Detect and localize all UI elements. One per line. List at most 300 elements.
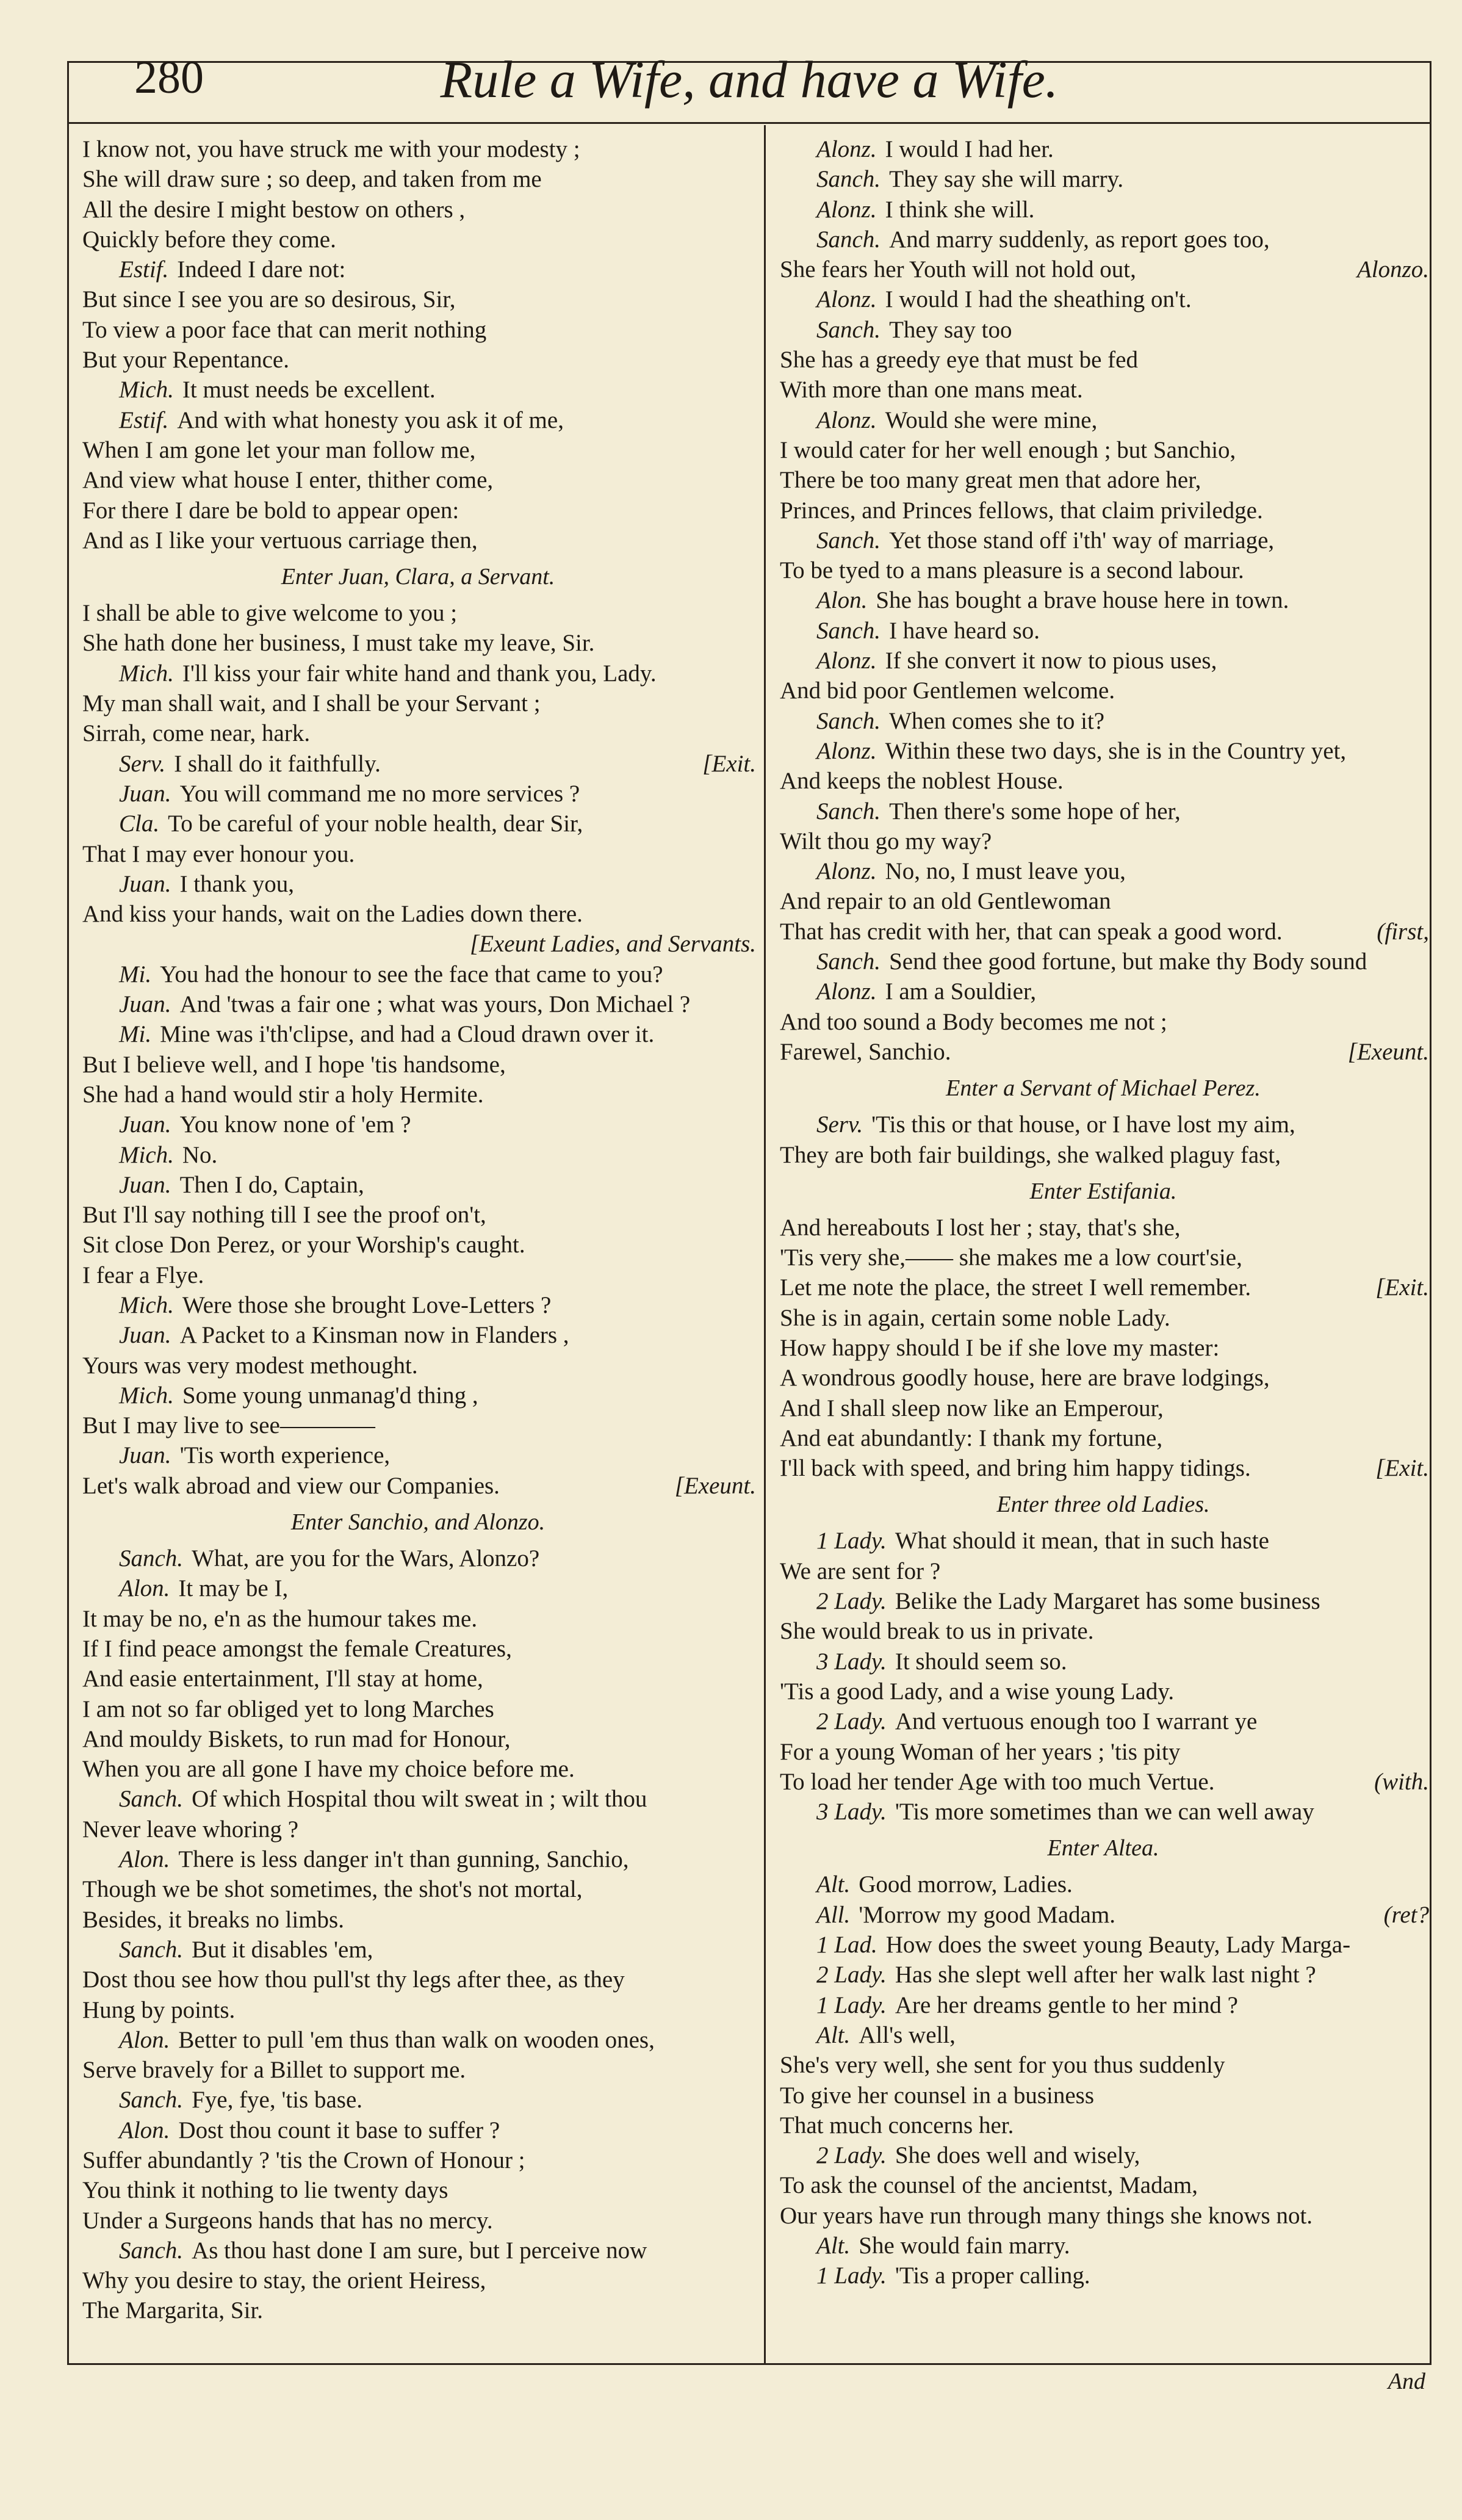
stage-direction-text: Enter three old Ladies.: [996, 1492, 1210, 1518]
line-text: That has credit with her, that can speak a good word.: [780, 918, 1283, 945]
line-text: To load her tender Age with too much Vertue.: [780, 1768, 1215, 1795]
line-text: They say she will marry.: [889, 166, 1124, 193]
line-text: She hath done her business, I must take my leave, Sir.: [82, 630, 595, 657]
line-text: To be tyed to a mans pleasure is a second labour.: [780, 557, 1244, 584]
line-text: Good morrow, Ladies.: [859, 1871, 1073, 1898]
speaker-prefix: Sanch.: [816, 617, 881, 644]
verse-line: [82, 195, 754, 225]
line-text: For a young Woman of her years ; 'tis pity: [780, 1738, 1181, 1765]
speaker-prefix: Estif.: [119, 256, 169, 283]
line-text: She is in again, certain some noble Lady.: [780, 1304, 1170, 1331]
verse-line: [82, 1965, 754, 1995]
right-direction: [Exeunt Ladies, and Servants.: [469, 931, 756, 958]
stage-direction: [82, 555, 754, 598]
line-text: I'll back with speed, and bring him happy tidings.: [780, 1455, 1251, 1482]
right-direction: (with.: [1374, 1768, 1429, 1795]
line-text: Besides, it breaks no limbs.: [82, 1906, 344, 1933]
speech-line: [82, 1290, 754, 1320]
verse-line: [82, 1754, 754, 1784]
speech-line: [82, 1110, 754, 1139]
line-text: I know not, you have struck me with your modesty ;: [82, 136, 580, 162]
speaker-prefix: Estif.: [119, 406, 169, 433]
line-text: 'Tis very she,—— she makes me a low court'sie,: [780, 1244, 1242, 1271]
speaker-prefix: 2 Lady.: [816, 2142, 887, 2169]
line-text: I would cater for her well enough ; but Sanchio,: [780, 436, 1236, 463]
speaker-prefix: Alon.: [119, 2026, 170, 2053]
verse-line: [780, 1737, 1427, 1767]
verse-line: [780, 2050, 1427, 2080]
speaker-prefix: Sanch.: [816, 527, 881, 554]
speaker-prefix: Sanch.: [119, 1786, 184, 1813]
line-text: But it disables 'em,: [192, 1936, 373, 1963]
verse-line: [82, 134, 754, 164]
running-title: Rule a Wife, and have a Wife.: [440, 50, 1059, 109]
verse-line: [780, 1767, 1427, 1797]
verse-line: [82, 899, 754, 929]
speech-line: [780, 1706, 1427, 1736]
verse-line: [82, 1905, 754, 1935]
line-text: I am not so far obliged yet to long Marches: [82, 1695, 494, 1722]
line-text: Why you desire to stay, the orient Heiress,: [82, 2267, 486, 2294]
line-text: Sirrah, come near, hark.: [82, 720, 311, 747]
speaker-prefix: Sanch.: [816, 226, 881, 253]
verse-line: [82, 1260, 754, 1290]
verse-line: [82, 1874, 754, 1904]
speech-line: [780, 2261, 1427, 2291]
verse-line: [82, 345, 754, 375]
line-text: Sit close Don Perez, or your Worship's caught.: [82, 1232, 525, 1258]
line-text: Under a Surgeons hands that has no mercy.: [82, 2207, 493, 2234]
speaker-prefix: Juan.: [119, 1442, 171, 1469]
verse-line: [82, 496, 754, 525]
line-text: She's very well, she sent for you thus suddenly: [780, 2052, 1225, 2079]
speech-line: [780, 195, 1427, 225]
verse-line: [780, 1243, 1427, 1273]
speaker-prefix: Sanch.: [119, 2237, 184, 2264]
line-text: My man shall wait, and I shall be your Servant ;: [82, 690, 541, 717]
line-text: How happy should I be if she love my master:: [780, 1334, 1220, 1361]
speaker-prefix: Alonz.: [816, 858, 877, 885]
speaker-prefix: Mich.: [119, 377, 174, 403]
right-direction: [Exit.: [702, 750, 756, 777]
line-text: Were those she brought Love-Letters ?: [182, 1291, 552, 1318]
line-text: She fears her Youth will not hold out,: [780, 256, 1136, 283]
line-text: Mine was i'th'clipse, and had a Cloud drawn over it.: [160, 1021, 655, 1048]
right-direction: Alonzo.: [1356, 256, 1429, 283]
line-text: She had a hand would stir a holy Hermite.: [82, 1081, 484, 1108]
line-text: There be too many great men that adore her,: [780, 467, 1201, 494]
speech-line: [82, 2115, 754, 2145]
line-text: And bid poor Gentlemen welcome.: [780, 677, 1115, 704]
line-text: Of which Hospital thou wilt sweat in ; wilt thou: [192, 1786, 647, 1813]
speech-line: [82, 375, 754, 405]
speaker-prefix: Alt.: [816, 2021, 851, 2048]
speaker-prefix: Mi.: [119, 961, 152, 987]
line-text: 'Tis a good Lady, and a wise young Lady.: [780, 1678, 1175, 1705]
line-text: She would break to us in private.: [780, 1618, 1094, 1645]
line-text: Dost thou see how thou pull'st thy legs after thee, as they: [82, 1966, 625, 1993]
verse-line: [780, 255, 1427, 284]
speech-line: [780, 856, 1427, 886]
speaker-prefix: Mich.: [119, 1382, 174, 1409]
verse-line: [82, 284, 754, 314]
line-text: With more than one mans meat.: [780, 377, 1083, 403]
line-text: You think it nothing to lie twenty days: [82, 2177, 448, 2204]
verse-line: [780, 375, 1427, 405]
line-text: She has bought a brave house here in town.: [876, 587, 1289, 614]
verse-line: [82, 465, 754, 495]
line-text: The Margarita, Sir.: [82, 2297, 264, 2324]
stage-direction-text: Enter Juan, Clara, a Servant.: [281, 564, 555, 590]
verse-line: [82, 2265, 754, 2295]
right-column: [780, 134, 1427, 2291]
speech-line: [82, 2085, 754, 2115]
verse-line: [82, 1050, 754, 1080]
verse-line: [780, 1423, 1427, 1453]
verse-line: [82, 1724, 754, 1754]
line-text: They say too: [889, 316, 1012, 343]
line-text: What, are you for the Wars, Alonzo?: [192, 1545, 540, 1572]
line-text: You will command me no more services ?: [179, 780, 580, 807]
speaker-prefix: Alonz.: [816, 406, 877, 433]
line-text: I think she will.: [885, 196, 1035, 223]
line-text: You know none of 'em ?: [179, 1111, 411, 1138]
speech-line: [82, 1440, 754, 1470]
speech-line: [780, 1647, 1427, 1677]
verse-line: [82, 598, 754, 628]
speech-line: [82, 1140, 754, 1170]
speaker-prefix: 1 Lad.: [816, 1932, 877, 1959]
verse-line: [82, 929, 754, 959]
line-text: Suffer abundantly ? 'tis the Crown of Honour ;: [82, 2147, 525, 2173]
speech-line: [82, 869, 754, 899]
speech-line: [82, 1573, 754, 1603]
speaker-prefix: 2 Lady.: [816, 1588, 887, 1615]
speaker-prefix: Juan.: [119, 1111, 171, 1138]
verse-line: [780, 1303, 1427, 1333]
line-text: Some young unmanag'd thing ,: [182, 1382, 478, 1409]
line-text: But I'll say nothing till I see the proof on't,: [82, 1202, 486, 1229]
speech-line: [780, 134, 1427, 164]
verse-line: [82, 1694, 754, 1724]
line-text: I would I had the sheathing on't.: [885, 286, 1192, 313]
line-text: We are sent for ?: [780, 1558, 941, 1584]
speaker-prefix: Sanch.: [119, 1936, 184, 1963]
speaker-prefix: Sanch.: [816, 707, 881, 734]
speaker-prefix: Sanch.: [816, 798, 881, 825]
verse-line: [82, 1995, 754, 2025]
line-text: But I may live to see————: [82, 1412, 375, 1439]
verse-line: [780, 766, 1427, 796]
line-text: Has she slept well after her walk last night ?: [895, 1962, 1316, 1988]
speech-line: [780, 1110, 1427, 1139]
stage-direction: [82, 1501, 754, 1543]
speaker-prefix: Sanch.: [119, 2087, 184, 2114]
speech-line: [780, 1960, 1427, 1990]
verse-line: [82, 1664, 754, 1694]
speech-line: [780, 1900, 1427, 1930]
line-text: It may be no, e'n as the humour takes me.: [82, 1605, 478, 1632]
stage-direction-text: Enter Altea.: [1047, 1835, 1159, 1861]
speech-line: [82, 1784, 754, 1814]
verse-line: [82, 688, 754, 718]
line-text: 'Tis this or that house, or I have lost my aim,: [871, 1111, 1295, 1138]
speech-line: [780, 525, 1427, 555]
stage-direction-text: Enter Estifania.: [1029, 1178, 1177, 1204]
speech-line: [82, 1844, 754, 1874]
speech-line: [780, 706, 1427, 736]
line-text: To ask the counsel of the ancientst, Madam,: [780, 2172, 1198, 2199]
line-text: That much concerns her.: [780, 2112, 1014, 2139]
speaker-prefix: Alon.: [119, 1575, 170, 1602]
verse-line: [780, 496, 1427, 525]
line-text: Our years have run through many things she knows not.: [780, 2202, 1313, 2229]
verse-line: [780, 1677, 1427, 1706]
line-text: Let's walk abroad and view our Companies.: [82, 1472, 500, 1499]
line-text: When comes she to it?: [889, 707, 1105, 734]
right-direction: (ret?: [1383, 1901, 1429, 1928]
verse-line: [82, 2295, 754, 2325]
line-text: I thank you,: [179, 870, 294, 897]
line-text: Yet those stand off i'th' way of marriage,: [889, 527, 1275, 554]
speech-line: [780, 977, 1427, 1006]
speech-line: [82, 2236, 754, 2265]
verse-line: [780, 1213, 1427, 1243]
line-text: Quickly before they come.: [82, 226, 336, 253]
line-text: And vertuous enough too I warrant ye: [895, 1708, 1258, 1735]
line-text: Hung by points.: [82, 1996, 236, 2023]
speech-line: [82, 1381, 754, 1410]
speaker-prefix: Juan.: [119, 870, 171, 897]
right-direction: [Exit.: [1375, 1274, 1429, 1301]
catchword: And: [1388, 2369, 1425, 2394]
speech-line: [780, 585, 1427, 615]
speech-line: [82, 1320, 754, 1350]
speech-line: [780, 1990, 1427, 2020]
stage-direction: [780, 1170, 1427, 1213]
speech-line: [780, 1930, 1427, 1960]
verse-line: [780, 917, 1427, 947]
line-text: When you are all gone I have my choice before me.: [82, 1756, 575, 1783]
speech-line: [82, 959, 754, 989]
speech-line: [82, 1543, 754, 1573]
verse-line: [82, 525, 754, 555]
speech-line: [780, 646, 1427, 676]
speaker-prefix: Mich.: [119, 660, 174, 687]
stage-direction: [780, 1827, 1427, 1869]
line-text: Better to pull 'em thus than walk on wooden ones,: [178, 2026, 655, 2053]
speech-line: [82, 779, 754, 809]
verse-line: [780, 555, 1427, 585]
speaker-prefix: Mi.: [119, 1021, 152, 1048]
speaker-prefix: Alt.: [816, 1871, 851, 1898]
verse-line: [82, 1351, 754, 1381]
speaker-prefix: Alon.: [119, 2117, 170, 2143]
line-text: As thou hast done I am sure, but I perceive now: [192, 2237, 647, 2264]
right-direction: [Exit.: [1375, 1455, 1429, 1482]
speaker-prefix: 2 Lady.: [816, 1962, 887, 1988]
verse-line: [780, 676, 1427, 706]
verse-line: [780, 345, 1427, 375]
verse-line: [780, 1140, 1427, 1170]
line-text: 'Tis more sometimes than we can well away: [895, 1799, 1314, 1825]
speech-line: [82, 809, 754, 839]
verse-line: [82, 2145, 754, 2175]
verse-line: [82, 1410, 754, 1440]
speaker-prefix: Alonz.: [816, 737, 877, 764]
line-text: And view what house I enter, thither come,: [82, 467, 494, 494]
line-text: I would I had her.: [885, 136, 1054, 162]
speech-line: [780, 1586, 1427, 1616]
speaker-prefix: All.: [816, 1901, 851, 1928]
verse-line: [780, 1333, 1427, 1363]
speech-line: [82, 2025, 754, 2055]
line-text: And I shall sleep now like an Emperour,: [780, 1395, 1164, 1421]
verse-line: [780, 1273, 1427, 1302]
line-text: And too sound a Body becomes me not ;: [780, 1008, 1167, 1035]
verse-line: [82, 1200, 754, 1230]
stage-direction: [780, 1067, 1427, 1110]
verse-line: [82, 1604, 754, 1634]
line-text: To give her counsel in a business: [780, 2082, 1094, 2109]
line-text: It may be I,: [178, 1575, 289, 1602]
stage-direction: [780, 1483, 1427, 1526]
line-text: Fye, fye, 'tis base.: [192, 2087, 363, 2114]
verse-line: [82, 1080, 754, 1110]
speech-line: [780, 225, 1427, 255]
verse-line: [82, 435, 754, 465]
speech-line: [82, 1935, 754, 1965]
speaker-prefix: Alonz.: [816, 648, 877, 674]
line-text: Yours was very modest methought.: [82, 1352, 418, 1379]
verse-line: [780, 1453, 1427, 1483]
speech-line: [780, 315, 1427, 345]
speech-line: [780, 736, 1427, 766]
speech-line: [780, 164, 1427, 194]
line-text: Are her dreams gentle to her mind ?: [895, 1991, 1238, 2018]
speech-line: [780, 616, 1427, 646]
speech-line: [780, 2231, 1427, 2261]
speaker-prefix: 3 Lady.: [816, 1799, 887, 1825]
line-text: Belike the Lady Margaret has some business: [895, 1588, 1320, 1615]
line-text: They are both fair buildings, she walked plaguy fast,: [780, 1141, 1281, 1168]
speaker-prefix: Juan.: [119, 991, 171, 1018]
line-text: It should seem so.: [895, 1648, 1067, 1675]
speech-line: [82, 405, 754, 435]
speaker-prefix: Alonz.: [816, 196, 877, 223]
line-text: She will draw sure ; so deep, and taken from me: [82, 166, 542, 193]
verse-line: [780, 1007, 1427, 1037]
speaker-prefix: Alt.: [816, 2233, 851, 2259]
line-text: Then I do, Captain,: [179, 1171, 364, 1198]
speaker-prefix: Juan.: [119, 1322, 171, 1349]
column-divider: [764, 125, 766, 2364]
line-text: I am a Souldier,: [885, 978, 1037, 1005]
line-text: Never leave whoring ?: [82, 1816, 299, 1843]
line-text: She has a greedy eye that must be fed: [780, 347, 1138, 374]
line-text: But since I see you are so desirous, Sir,: [82, 286, 456, 313]
speaker-prefix: Mich.: [119, 1141, 174, 1168]
speech-line: [82, 1019, 754, 1049]
line-text: Within these two days, she is in the Country yet,: [885, 737, 1347, 764]
line-text: Let me note the place, the street I well remember.: [780, 1274, 1251, 1301]
line-text: A wondrous goodly house, here are brave lodgings,: [780, 1365, 1270, 1392]
verse-line: [82, 1814, 754, 1844]
line-text: And kiss your hands, wait on the Ladies down there.: [82, 901, 583, 928]
speech-line: [82, 255, 754, 284]
verse-line: [82, 2175, 754, 2205]
speaker-prefix: Alonz.: [816, 136, 877, 162]
speaker-prefix: Alonz.: [816, 286, 877, 313]
verse-line: [780, 435, 1427, 465]
speech-line: [780, 1526, 1427, 1556]
line-text: If she convert it now to pious uses,: [885, 648, 1217, 674]
line-text: She does well and wisely,: [895, 2142, 1140, 2169]
speaker-prefix: 1 Lady.: [816, 2262, 887, 2289]
line-text: And eat abundantly: I thank my fortune,: [780, 1424, 1163, 1451]
line-text: All the desire I might bestow on others ,: [82, 196, 466, 223]
verse-line: [82, 1634, 754, 1664]
speaker-prefix: 1 Lady.: [816, 1991, 887, 2018]
speech-line: [780, 2140, 1427, 2170]
verse-line: [780, 1556, 1427, 1586]
line-text: And 'twas a fair one ; what was yours, Don Michael ?: [179, 991, 691, 1018]
line-text: There is less danger in't than gunning, Sanchio,: [178, 1846, 629, 1873]
speech-line: [780, 405, 1427, 435]
speaker-prefix: 2 Lady.: [816, 1708, 887, 1735]
speaker-prefix: Cla.: [119, 811, 160, 837]
verse-line: [82, 839, 754, 869]
verse-line: [82, 2206, 754, 2236]
verse-line: [82, 1230, 754, 1260]
speaker-prefix: Juan.: [119, 780, 171, 807]
verse-line: [82, 164, 754, 194]
line-text: Though we be shot sometimes, the shot's not mortal,: [82, 1876, 583, 1903]
speaker-prefix: 3 Lady.: [816, 1648, 887, 1675]
line-text: 'Tis worth experience,: [179, 1442, 391, 1469]
speaker-prefix: Juan.: [119, 1171, 171, 1198]
line-text: When I am gone let your man follow me,: [82, 436, 476, 463]
speaker-prefix: Sanch.: [816, 948, 881, 975]
line-text: And repair to an old Gentlewoman: [780, 888, 1111, 915]
speech-line: [780, 1797, 1427, 1827]
verse-line: [780, 1393, 1427, 1423]
verse-line: [82, 628, 754, 658]
verse-line: [780, 2170, 1427, 2200]
line-text: I have heard so.: [889, 617, 1040, 644]
line-text: Wilt thou go my way?: [780, 828, 992, 854]
speech-line: [780, 284, 1427, 314]
right-direction: [Exeunt.: [674, 1472, 756, 1499]
speaker-prefix: Sanch.: [816, 166, 881, 193]
line-text: Would she were mine,: [885, 406, 1098, 433]
line-text: But I believe well, and I hope 'tis handsome,: [82, 1051, 506, 1078]
line-text: You had the honour to see the face that came to you?: [160, 961, 663, 987]
speaker-prefix: 1 Lady.: [816, 1528, 887, 1554]
line-text: No, no, I must leave you,: [885, 858, 1126, 885]
line-text: I'll kiss your fair white hand and thank you, Lady.: [182, 660, 657, 687]
line-text: For there I dare be bold to appear open:: [82, 497, 459, 524]
verse-line: [82, 2055, 754, 2085]
line-text: And mouldy Biskets, to run mad for Honour,: [82, 1725, 511, 1752]
page-number: 280: [134, 52, 204, 103]
line-text: Serve bravely for a Billet to support me.: [82, 2057, 466, 2084]
stage-direction-text: Enter Sanchio, and Alonzo.: [290, 1509, 546, 1536]
speech-line: [780, 947, 1427, 977]
speaker-prefix: Sanch.: [816, 316, 881, 343]
speaker-prefix: Alon.: [816, 587, 868, 614]
speech-line: [780, 1869, 1427, 1899]
